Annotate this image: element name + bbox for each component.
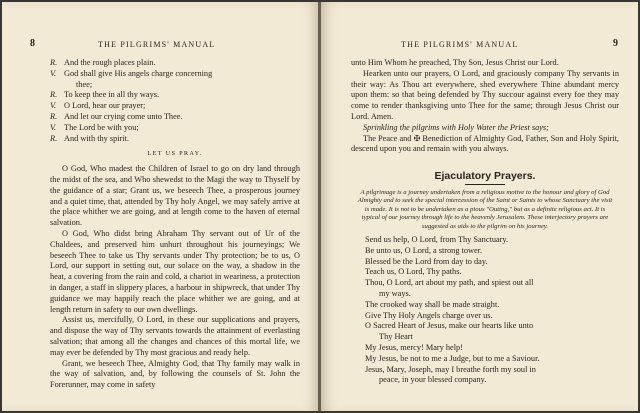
ejaculation-line: Jesus, Mary, Joseph, may I breathe forth my soul in	[365, 364, 536, 374]
running-head: THE PILGRIMS' MANUAL	[401, 40, 519, 49]
versicle-mark: V.	[50, 122, 57, 132]
ejaculation-line: Be unto us, O Lord, a strong tower.	[365, 245, 483, 255]
versicle-text: And let our crying come unto Thee.	[64, 111, 183, 121]
pilgrimage-note: A pilgrimage is a journey undertaken from a religious motive to the honour and glory of God Almighty and to seek the special intercession of the Saint or Saints to whose Sanctuary the visit is made. It is not to be undertaken as a pious "Outing," but as a definite religious act. It is typical of our journey through life to the heavenly Jerusalem. These interjectory prayers are suggested as aids to the pilgrim on his journey.	[357, 188, 613, 230]
versicle-text: O Lord, hear our prayer;	[64, 101, 146, 111]
ejaculation-line: My Jesus, be not to me a Judge, but to me a Saviour.	[365, 353, 540, 363]
versicle-line	[50, 134, 300, 145]
ejaculations-list	[351, 235, 619, 386]
versicle-text: thee;	[76, 79, 93, 89]
versicle-mark: V.	[50, 101, 57, 111]
ejaculation-line: Send us help, O Lord, from Thy Sanctuary.	[365, 235, 509, 244]
ejaculation-line: The crooked way shall be made straight.	[365, 299, 500, 309]
prayer-paragraph: Hearken unto our prayers, O Lord, and graciously company Thy servants in their way: As Thou art everywhere, shed everywhere Thine abundant mercy upon them: so that being defended by Thy succour against every foe they may come to render thanksgiving unto Thee for the same; through Jesus Christ our Lord. Amen.	[351, 68, 619, 121]
versicle-mark: R.	[50, 58, 58, 67]
ejaculation-line: Blessed be the Lord from day to day.	[365, 256, 488, 266]
ejaculation-line: O Sacred Heart of Jesus, make our hearts like unto	[365, 321, 534, 331]
right-page	[321, 2, 638, 411]
versicle-mark: V.	[50, 68, 57, 78]
versicles-list	[50, 58, 300, 144]
left-page-content	[50, 58, 300, 391]
versicle-line	[50, 69, 300, 80]
section-heading: Ejaculatory Prayers.	[434, 170, 536, 183]
versicle-text: And with thy spirit.	[64, 133, 129, 143]
versicle-line	[50, 80, 300, 91]
page-number: 9	[613, 38, 618, 49]
heading-rule	[465, 184, 505, 185]
prayer-paragraph: O God, Who madest the Children of Israel to go on dry land through the midst of the sea, and Who shewedst to the Magi the way to Thyself by the guidance of a star; Grant us, we beseech Thee, a prosperous journey and a quiet time, that, attended by Thy holy Angel, we may safely arrive at the place whither we are going, and at length come to the haven of eternal salvation.	[50, 164, 300, 228]
ejaculation-line: Give Thy Holy Angels charge over us.	[365, 310, 493, 320]
right-page-content	[351, 58, 619, 386]
book-spread	[2, 2, 638, 411]
let-us-pray-heading: LET US PRAY.	[147, 150, 203, 158]
versicle-line	[50, 101, 300, 112]
prayer-paragraph: Assist us, mercifully, O Lord, in these our supplications and prayers, and dispose the way of Thy servants towards the attainment of everlasting salvation; that among all the changes and chances of this mortal life, we may ever be defended by Thy most gracious and ready help.	[50, 315, 300, 357]
blessing-end: Benediction of Almighty God, Father, Son and Holy Spirit, descend upon you and remain with you always.	[351, 133, 620, 154]
ejaculation-line: peace, in your blessed company.	[379, 375, 487, 385]
blessing-start: The Peace and	[363, 133, 412, 143]
versicle-text: God shall give His angels charge concerning	[64, 68, 213, 78]
cross-icon: ✠	[413, 133, 421, 143]
versicle-mark: R.	[50, 90, 58, 100]
ejaculation-line: Thou, O Lord, art about my path, and spiest out all	[365, 278, 534, 288]
ejaculation-line: Thy Heart	[379, 332, 413, 342]
versicle-text: And the rough places plain.	[64, 58, 156, 67]
ejaculation-line: my ways.	[379, 288, 411, 298]
page-number: 8	[30, 38, 35, 49]
versicle-line	[50, 123, 300, 134]
versicle-text: To keep thee in all thy ways.	[64, 90, 160, 100]
blessing-text	[351, 134, 619, 156]
prayer-paragraph: Grant, we beseech Thee, Almighty God, that Thy family may walk in the way of salvation, and, by following the counsels of St. John the Forerunner, may come in safety	[50, 358, 300, 390]
running-head: THE PILGRIMS' MANUAL	[98, 40, 216, 49]
ejaculation-line: My Jesus, mercy! Mary help!	[365, 342, 463, 352]
versicle-mark: R.	[50, 133, 58, 143]
ejaculation-line: Teach us, O Lord, Thy paths.	[365, 267, 462, 277]
continuation-text: unto Him Whom he preached, Thy Son, Jesus Christ our Lord.	[351, 58, 559, 67]
versicle-text: The Lord be with you;	[64, 122, 139, 132]
versicle-line	[50, 90, 300, 101]
prayer-paragraph: O God, Who didst bring Abraham Thy servant out of Ur of the Chaldees, and preserved him unhurt throughout his journeyings; We beseech Thee to take us Thy servants under Thy protection; be to us, O Lord, our support in setting out, our solace on the way, a shadow in the heat, a covering from the rain and cold, a chariot in weariness, a protection in danger, a staff in slippery places, a harbour in shipwreck, that under Thy guidance we may happily reach the place whither we are going, and at length return in safety to our own dwellings.	[50, 228, 300, 314]
rubric-text: Sprinkling the pilgrims with Holy Water the Priest says;	[363, 122, 549, 132]
versicle-line	[50, 58, 300, 69]
versicle-mark: R.	[50, 111, 58, 121]
left-page	[2, 2, 319, 411]
versicle-line	[50, 112, 300, 123]
